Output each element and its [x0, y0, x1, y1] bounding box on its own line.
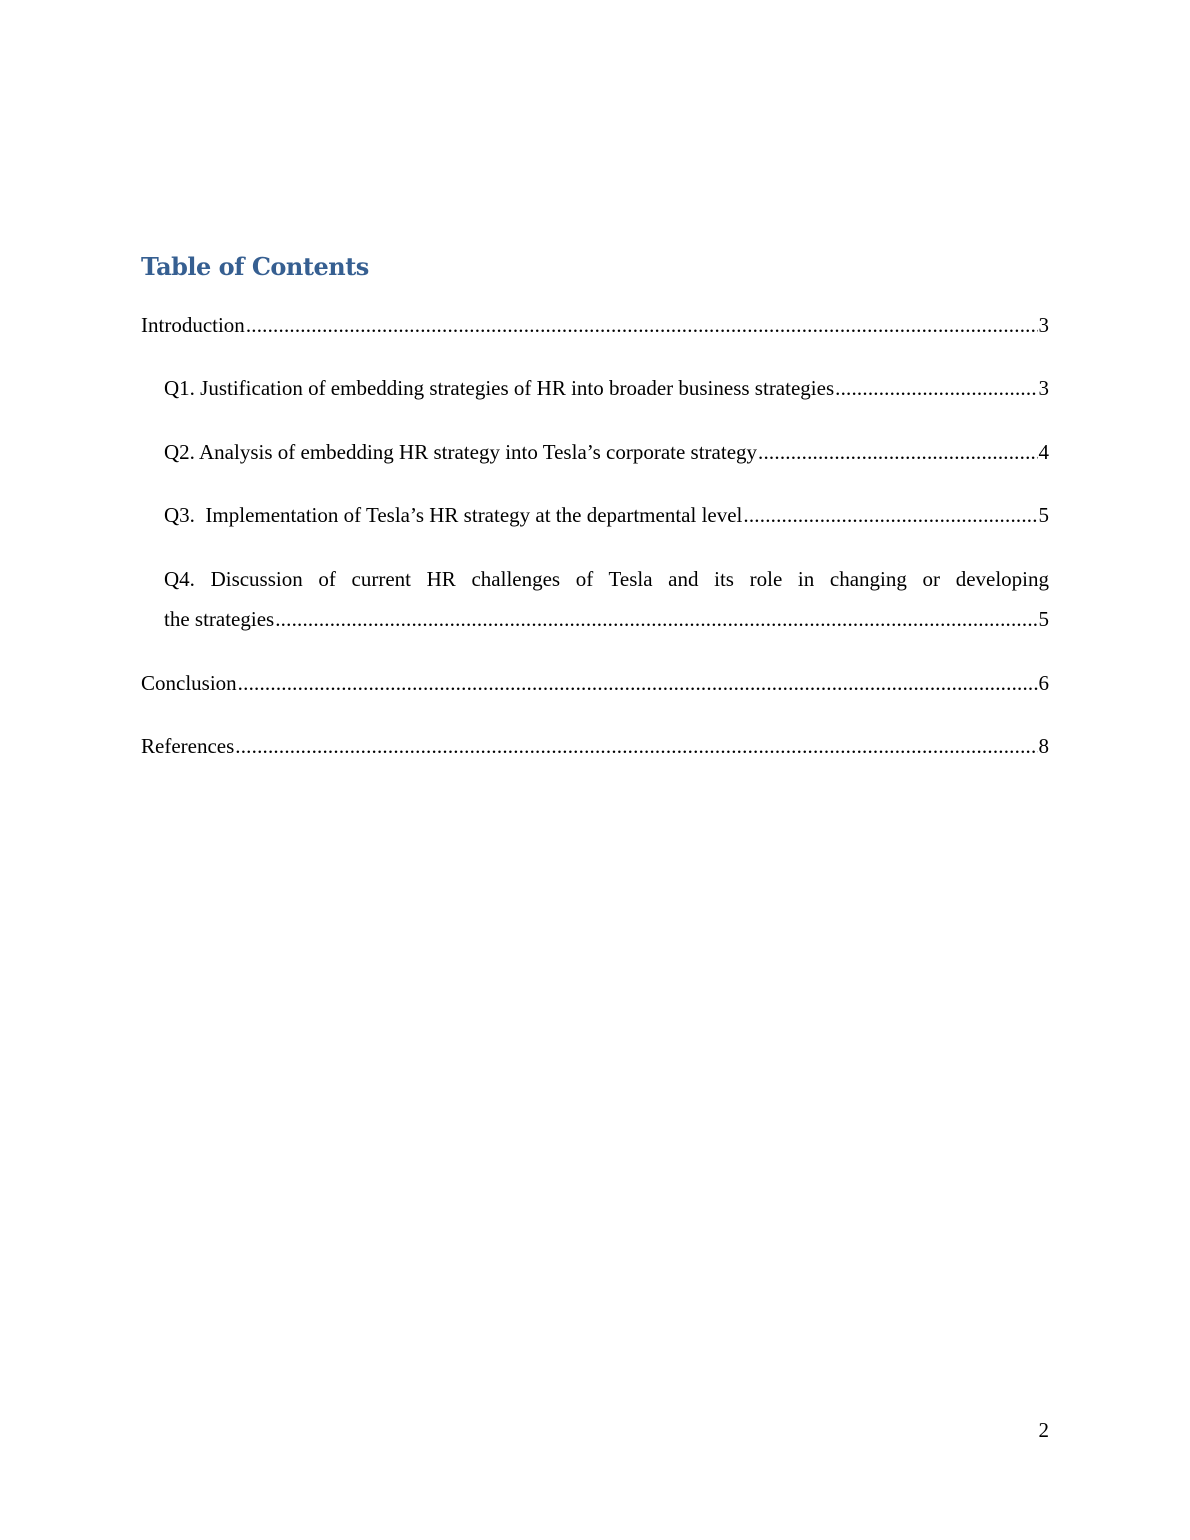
- toc-entry-label-line2: the strategies: [164, 607, 275, 631]
- toc-dot-leader: [743, 495, 1037, 535]
- toc-entry-page: 3: [1038, 376, 1049, 400]
- toc-entry-introduction[interactable]: [141, 305, 1049, 345]
- toc-dot-leader: [238, 663, 1038, 703]
- toc-heading: Table of Contents: [141, 252, 369, 281]
- toc-entry-label: Introduction: [141, 313, 245, 337]
- toc-entry-q1[interactable]: [164, 368, 1049, 408]
- toc-dot-leader: [235, 726, 1037, 766]
- toc-entry-label: Q3. Implementation of Tesla’s HR strategy at the departmental level: [164, 503, 743, 527]
- toc-entry-label: References: [141, 734, 235, 758]
- toc-dot-leader: [246, 305, 1038, 345]
- toc-entry-page: 3: [1038, 313, 1049, 337]
- toc-entry-page: 5: [1038, 503, 1049, 527]
- toc-entry-references[interactable]: [141, 726, 1049, 766]
- toc-entry-q2[interactable]: [164, 432, 1049, 472]
- page-number: 2: [1038, 1418, 1049, 1442]
- toc-entry-label-line1: Q4. Discussion of current HR challenges of Tesla and its role in changing or developing: [164, 567, 1049, 591]
- toc-entry-label: Q1. Justification of embedding strategies of HR into broader business strategies: [164, 376, 835, 400]
- toc-entry-q3[interactable]: [164, 495, 1049, 535]
- toc-entry-page: 4: [1038, 440, 1049, 464]
- toc-dot-leader: [758, 432, 1037, 472]
- toc-entry-page: 8: [1038, 734, 1049, 758]
- toc-dot-leader: [835, 368, 1037, 408]
- toc-entry-page: 6: [1038, 671, 1049, 695]
- toc-entry-page: 5: [1038, 607, 1049, 631]
- toc-entry-label: Q2. Analysis of embedding HR strategy into Tesla’s corporate strategy: [164, 440, 758, 464]
- toc-dot-leader: [275, 599, 1037, 639]
- toc-entry-q4[interactable]: [164, 559, 1049, 639]
- toc-entry-label: Conclusion: [141, 671, 237, 695]
- toc-entry-conclusion[interactable]: [141, 663, 1049, 703]
